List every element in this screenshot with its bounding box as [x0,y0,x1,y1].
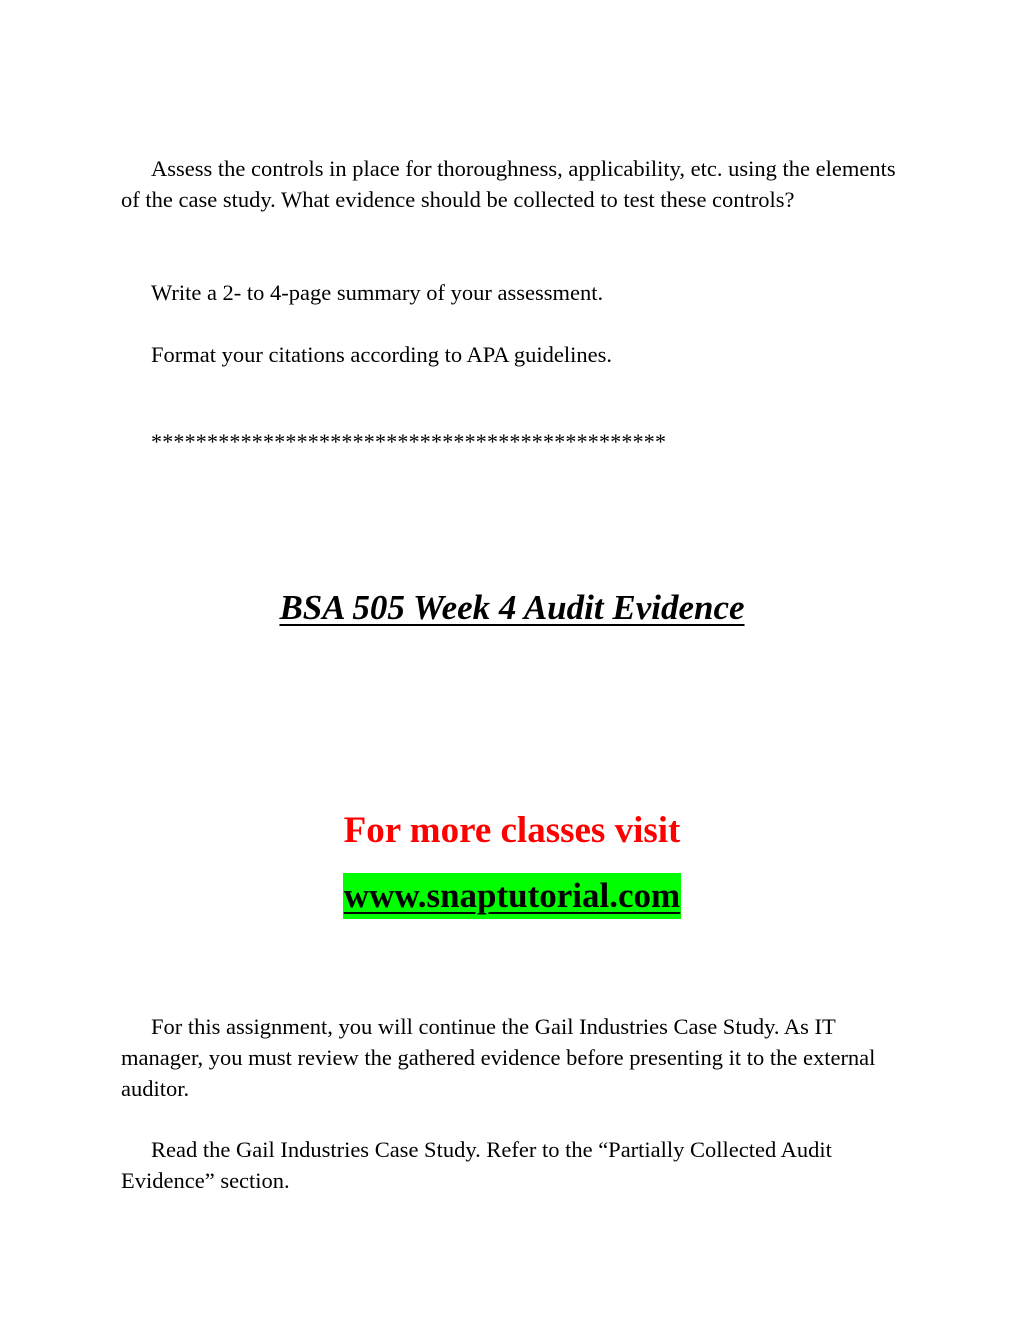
promo-heading: For more classes visit [343,810,681,851]
snaptutorial-link[interactable]: www.snaptutorial.com [343,873,681,919]
assignment-paragraph: Read the Gail Industries Case Study. Refer to the “Partially Collected Audit Evidence” section. [121,1137,832,1193]
page-title: BSA 505 Week 4 Audit Evidence [279,588,745,627]
promo-link-container [0,873,1024,919]
separator-asterisks: ********************************************** [151,429,667,454]
assignment-paragraph: For this assignment, you will continue the Gail Industries Case Study. As IT manager, you must review the gathered evidence before presenting it to the external auditor. [121,1014,876,1101]
assignment-paragraph: Write a 2- to 4-page summary of your assessment. [151,280,604,305]
assignment-paragraph: Assess the controls in place for thoroughness, applicability, etc. using the elements of the case study. What evidence should be collected to test these controls? [121,156,896,212]
assignment-paragraph: Format your citations according to APA guidelines. [151,342,612,367]
